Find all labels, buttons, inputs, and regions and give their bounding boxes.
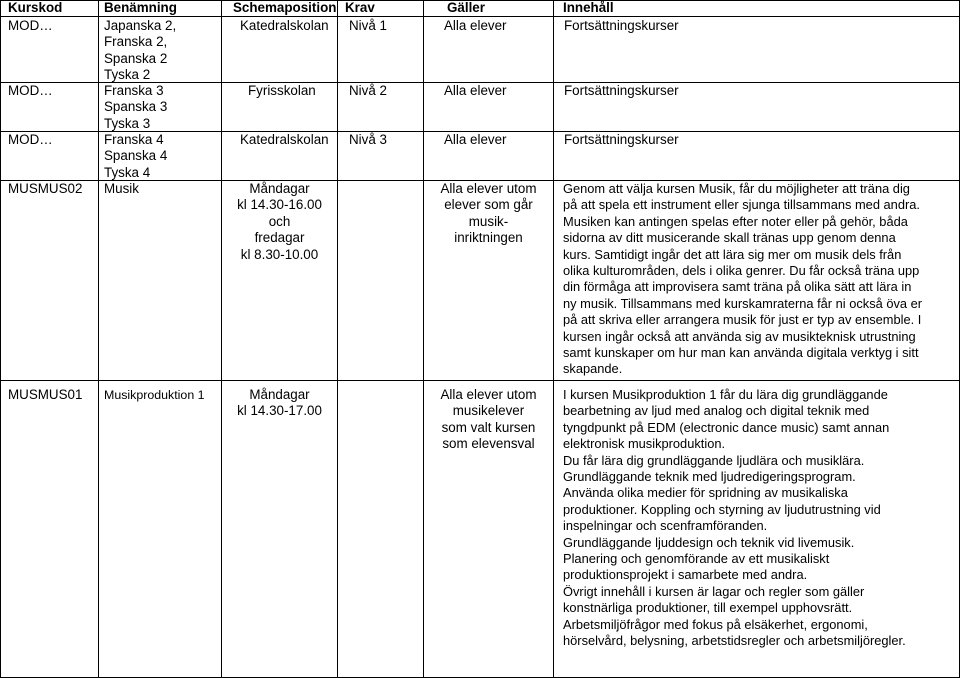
table-cell-innehall: I kursen Musikproduktion 1 får du lära dig grundläggande bearbetning av ljud med analog och digital teknik med tyngdpunkt på EDM (electronic dance music) samt annan elektronisk musikproduktion. Du får lära dig grundläggande ljudlära och musiklära. Grundläggande teknik med ljudredigeringsprogram. Använda olika medier för spridning av musikaliska produktioner. Koppling och styrning av ljudutrustning vid inspelningar och scenframföranden. Grundläggande ljuddesign och teknik vid livemusik. Planering och genomförande av ett musikaliskt produktionsprojekt i samarbete med andra. Övrigt innehåll i kursen är lagar och regler som gäller konstnärliga produktioner, till exempel upphovsrätt. Arbetsmiljöfrågor med fokus på elsäkerhet, ergonomi, hörselvård, belysning, arbetstidsregler och arbetsmiljöregler.: [563, 387, 906, 649]
header-innehall: Innehåll: [563, 0, 614, 15]
table-cell-schemaposition: Måndagar kl 14.30-17.00: [237, 387, 322, 419]
table-cell-innehall: Fortsättningskurser: [564, 83, 679, 98]
header-schemaposition: Schemaposition: [233, 0, 337, 15]
table-cell-kurskod: MUSMUS02: [8, 181, 83, 196]
table-cell-benamning: Musik: [104, 181, 139, 196]
table-cell-krav: Nivå 2: [349, 83, 387, 98]
column-border: [0, 0, 1, 678]
column-border: [221, 0, 222, 678]
table-cell-schemaposition: Måndagar kl 14.30-16.00 och fredagar kl 8.30-10.00: [237, 181, 322, 262]
table-cell-galler: Alla elever: [444, 18, 507, 33]
table-cell-innehall: Fortsättningskurser: [564, 132, 679, 147]
table-cell-galler: Alla elever: [444, 132, 507, 147]
header-kurskod: Kurskod: [8, 0, 63, 15]
header-galler: Gäller: [447, 0, 485, 15]
table-cell-kurskod: MOD…: [8, 18, 53, 33]
header-krav: Krav: [345, 0, 375, 15]
table-cell-benamning: Japanska 2, Franska 2, Spanska 2 Tyska 2: [104, 18, 177, 83]
table-cell-innehall: Genom att välja kursen Musik, får du möjligheter att träna dig på att spela ett instrument eller sjunga tillsammans med andra. Musiken kan antingen spelas efter noter eller på gehör, båda sidorna av ditt musicerande skall tränas upp genom denna kurs. Samtidigt ingår det att lära sig mer om musik dels från olika kulturområden, dels i olika genrer. Du får också träna upp din förmåga att improvisera samt träna på olika sätt att lära in ny musik. Tillsammans med kurskamraterna får ni också öva er på att skriva eller arrangera musik för just er typ av ensemble. I kursen ingår också att använda sig av musikteknisk utrustning samt kunskaper om hur man kan använda digitala verktyg i sitt skapande.: [563, 181, 923, 377]
column-border: [423, 0, 424, 678]
column-border: [553, 0, 554, 678]
table-cell-innehall: Fortsättningskurser: [564, 18, 679, 33]
table-cell-galler: Alla elever utom musikelever som valt kursen som elevensval: [440, 387, 537, 452]
header-benamning: Benämning: [104, 0, 177, 15]
column-border: [98, 0, 99, 678]
table-cell-benamning: Franska 4 Spanska 4 Tyska 4: [104, 132, 168, 180]
table-cell-galler: Alla elever: [444, 83, 507, 98]
table-cell-schemaposition: Fyrisskolan: [248, 83, 316, 98]
table-cell-kurskod: MUSMUS01: [8, 387, 83, 402]
row-border: [0, 16, 960, 17]
row-border: [0, 380, 960, 381]
table-cell-schemaposition: Katedralskolan: [240, 132, 329, 147]
table-cell-benamning: Musikproduktion 1: [104, 388, 205, 402]
table-cell-krav: Nivå 1: [349, 18, 387, 33]
table-cell-kurskod: MOD…: [8, 83, 53, 98]
table-cell-schemaposition: Katedralskolan: [240, 18, 329, 33]
table-cell-galler: Alla elever utom elever som går musik- inriktningen: [440, 181, 537, 246]
table-cell-krav: Nivå 3: [349, 132, 387, 147]
column-border: [337, 0, 338, 678]
table-cell-kurskod: MOD…: [8, 132, 53, 147]
table-cell-benamning: Franska 3 Spanska 3 Tyska 3: [104, 83, 168, 131]
